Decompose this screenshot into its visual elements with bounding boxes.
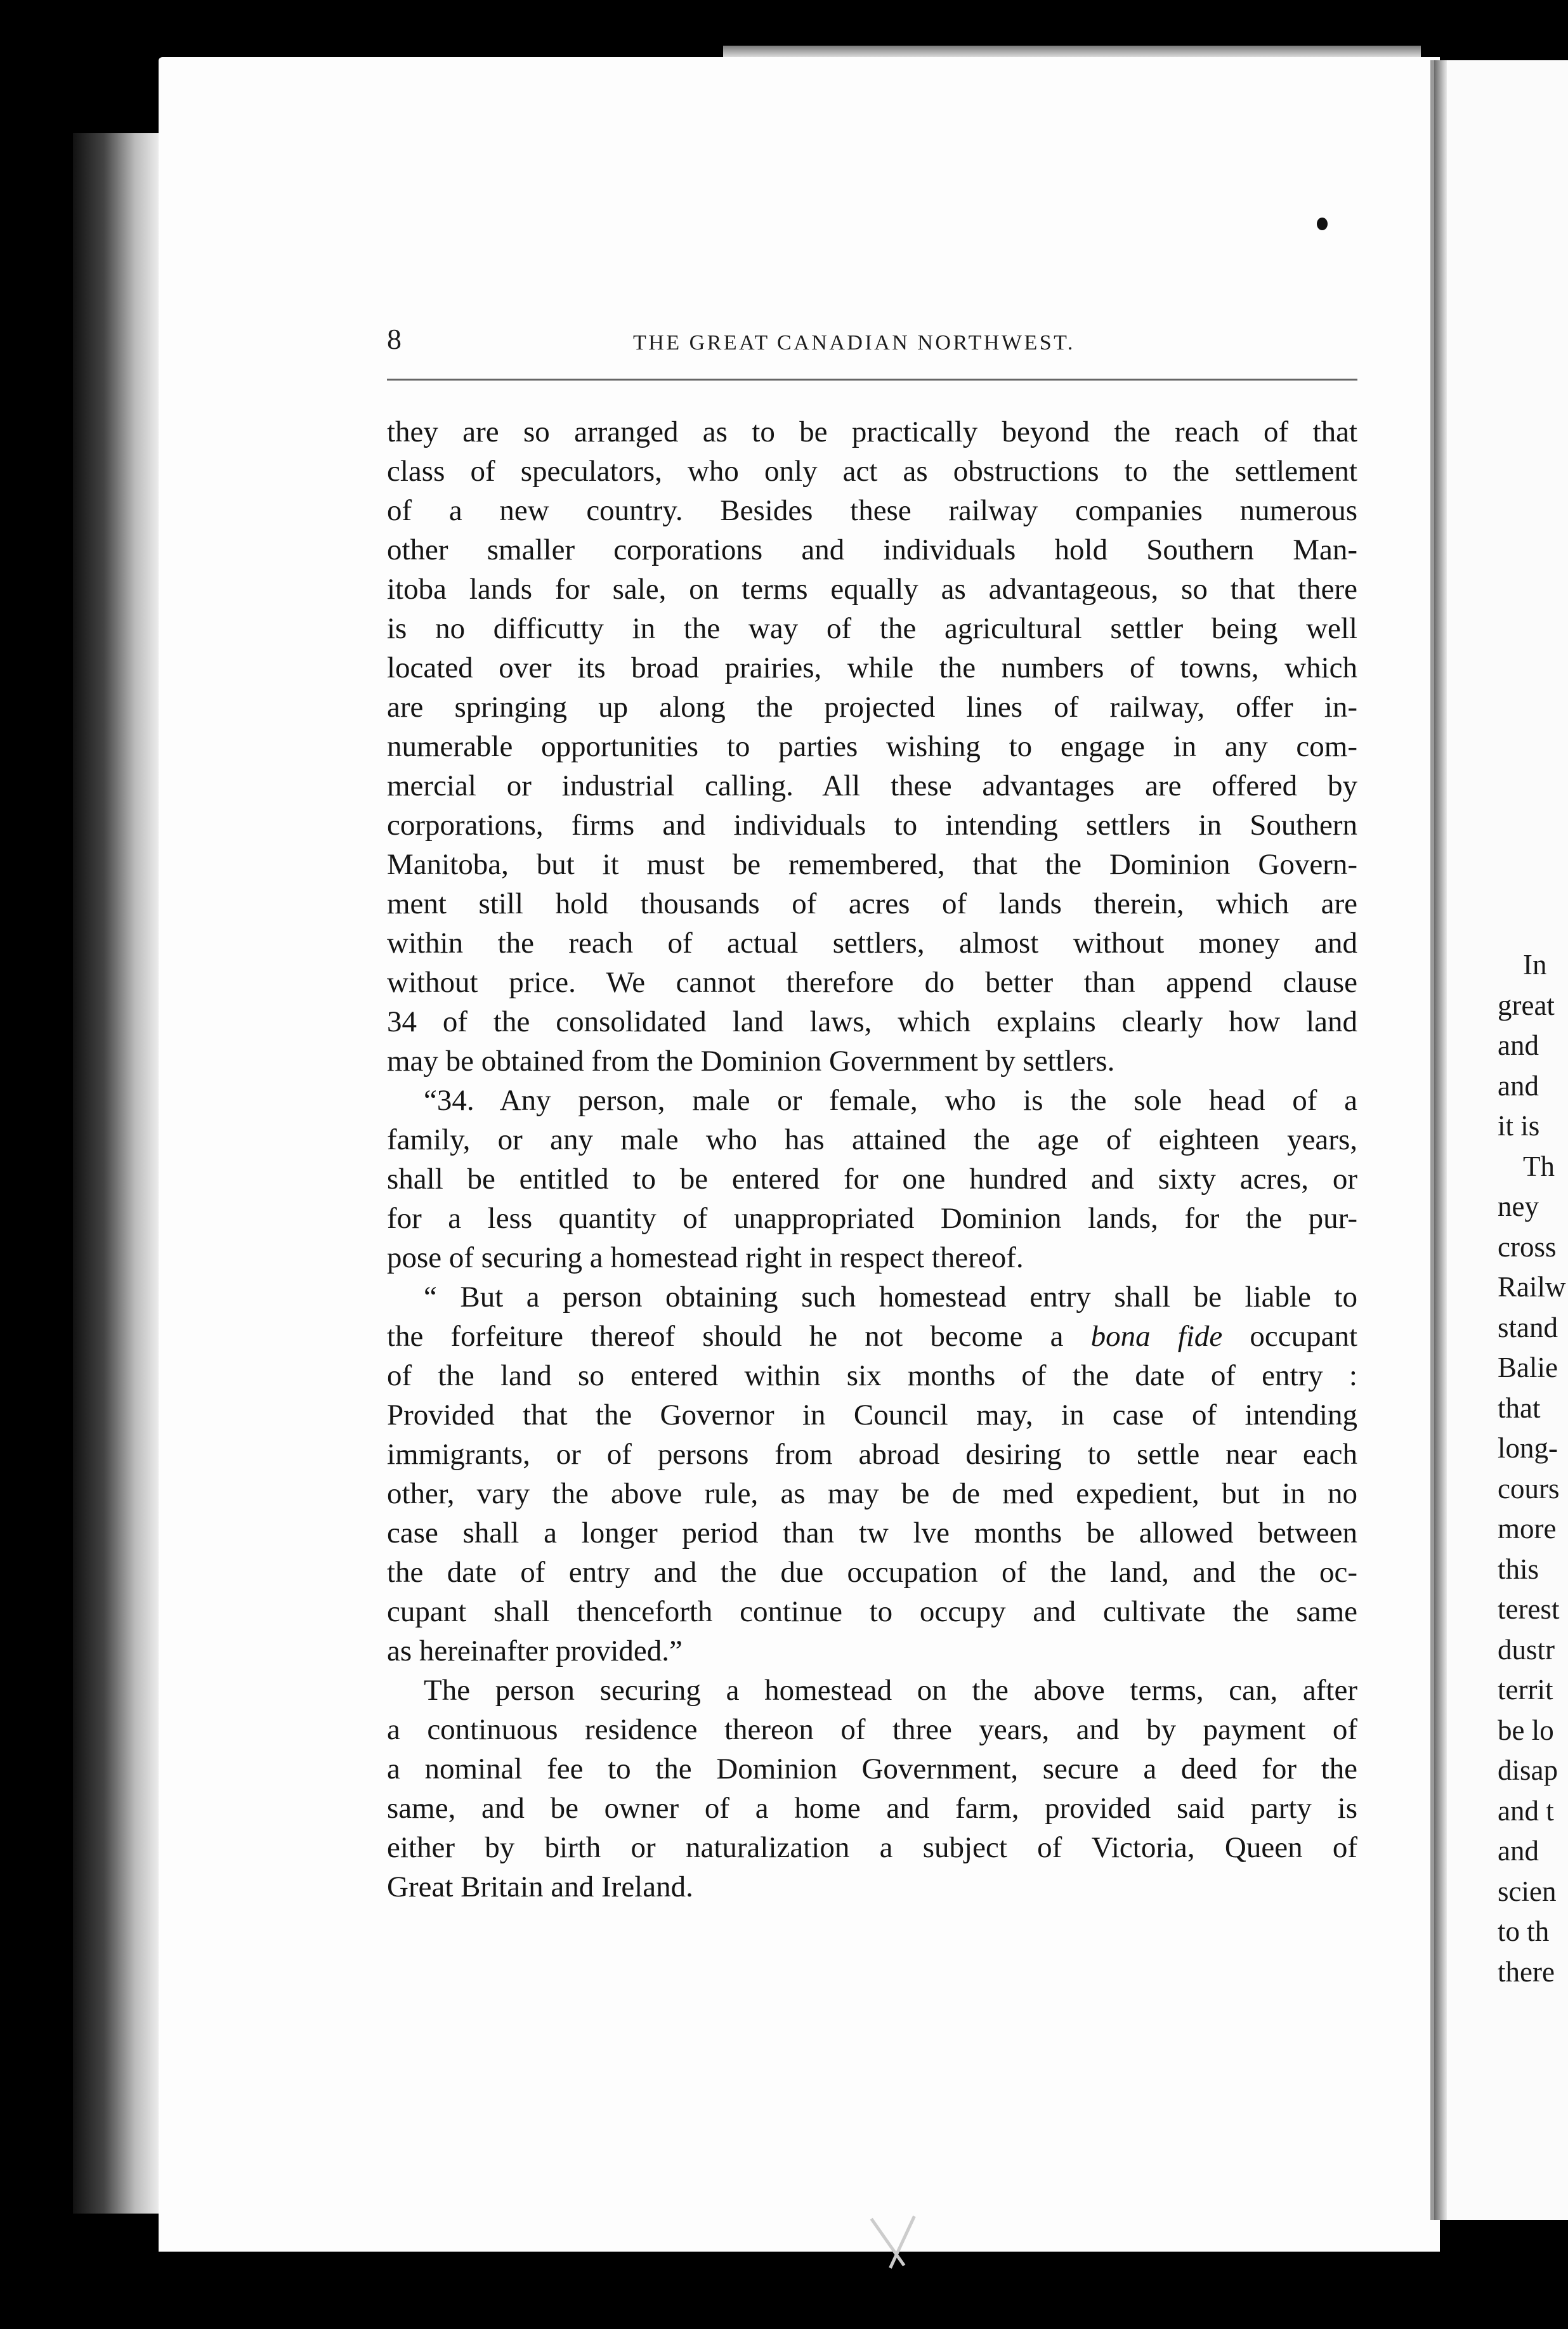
facing-page-line: and t [1498,1794,1554,1827]
facing-page-line: Balie [1498,1352,1558,1383]
facing-page-line: stand [1498,1311,1558,1343]
text-line: family, or any male who has attained the age of eighteen years, [387,1123,1357,1156]
header-rule [387,379,1357,381]
text-line: shall be entitled to be entered for one hundred and sixty acres, or [387,1163,1357,1196]
page-number: 8 [387,323,402,355]
text-line: 34 of the consolidated land laws, which explains clearly how land [387,1005,1357,1038]
facing-page-line: long- [1498,1432,1558,1464]
text-line: located over its broad prairies, while the numbers of towns, which [387,651,1357,684]
facing-page-line: there [1498,1955,1555,1988]
body-text [387,412,1357,1907]
text-line: itoba lands for sale, on terms equally as advantageous, so that there [387,573,1357,606]
facing-page-line: terest [1498,1593,1560,1625]
text-line: of the land so entered within six months of the date of entry : [387,1359,1357,1392]
text-line [387,1317,1357,1356]
text-line: cupant shall thenceforth continue to occupy and cultivate the same [387,1595,1357,1628]
facing-page-line: be lo [1498,1714,1554,1746]
page-header [379,322,1356,360]
facing-page [1430,60,1568,2220]
running-title: THE GREAT CANADIAN NORTHWEST. [633,331,1075,355]
facing-page-line: it is [1498,1110,1540,1142]
text-line: corporations, firms and individuals to intending settlers in Southern [387,809,1357,842]
text-line: numerable opportunities to parties wishing to engage in any com- [387,730,1357,763]
text-line: within the reach of actual settlers, almost without money and [387,927,1357,960]
facing-page-line: more [1498,1513,1557,1544]
text-line: other smaller corporations and individuals hold Southern Man- [387,533,1357,566]
facing-page-line: that [1498,1392,1541,1424]
text-line: either by birth or naturalization a subject of Victoria, Queen of [387,1831,1357,1864]
text-line: Great Britain and Ireland. [387,1870,693,1903]
facing-page-line: and [1498,1835,1539,1867]
text-line: of a new country. Besides these railway companies numerous [387,494,1357,527]
facing-page-line: territ [1498,1674,1553,1706]
text-fragment: the forfeiture thereof should he not become a [387,1320,1064,1353]
facing-page-line: scien [1498,1875,1557,1907]
text-line: is no difficutty in the way of the agricultural settler being well [387,612,1357,645]
italic-phrase: bona fide [1090,1320,1223,1353]
text-line: mercial or industrial calling. All these advantages are offered by [387,769,1357,802]
facing-page-line: Th [1523,1150,1555,1182]
text-line: a continuous residence thereon of three years, and by payment of [387,1713,1357,1746]
facing-page-line: to th [1498,1915,1550,1947]
text-line: Manitoba, but it must be remembered, that the Dominion Govern- [387,848,1357,881]
facing-page-line: ney [1498,1191,1539,1222]
text-line: immigrants, or of persons from abroad desiring to settle near each [387,1438,1357,1471]
facing-page-line: disap [1498,1754,1558,1786]
text-line: case shall a longer period than tw lve months be allowed between [387,1517,1357,1549]
text-fragment: occupant [1250,1320,1358,1353]
facing-page-line: In [1523,949,1547,981]
facing-page-line: and [1498,1029,1539,1061]
text-line: are springing up along the projected lines of railway, offer in- [387,691,1357,724]
ink-spot [1317,218,1328,230]
text-line: for a less quantity of unappropriated Dominion lands, for the pur- [387,1202,1357,1235]
facing-page-text [1498,945,1566,1992]
text-line: same, and be owner of a home and farm, provided said party is [387,1792,1357,1825]
facing-page-line: dustr [1498,1633,1555,1666]
facing-page-line: and [1498,1069,1539,1102]
facing-page-line: cross [1498,1230,1557,1263]
facing-page-line: great [1498,989,1555,1021]
text-line: without price. We cannot therefore do better than append clause [387,966,1357,999]
text-line: as hereinafter provided.” [387,1634,683,1667]
facing-page-line: this [1498,1553,1539,1585]
text-line: “34. Any person, male or female, who is the sole head of a [424,1084,1357,1117]
text-line: other, vary the above rule, as may be de med expedient, but in no [387,1477,1357,1510]
facing-page-gutter [1434,60,1447,2220]
text-line: ment still hold thousands of acres of lands therein, which are [387,887,1357,920]
text-line: Provided that the Governor in Council may, in case of intending [387,1399,1357,1432]
text-line: class of speculators, who only act as obstructions to the settlement [387,455,1357,488]
text-line: pose of securing a homestead right in respect thereof. [387,1241,1024,1274]
text-line: a nominal fee to the Dominion Government, secure a deed for the [387,1752,1357,1785]
facing-page-line: Railw [1498,1271,1566,1303]
text-line: “ But a person obtaining such homestead entry shall be liable to [424,1281,1357,1314]
text-line: may be obtained from the Dominion Government by settlers. [387,1045,1115,1078]
text-line: The person securing a homestead on the above terms, can, after [424,1674,1357,1707]
text-line: they are so arranged as to be practically beyond the reach of that [387,415,1357,448]
facing-page-line: cours [1498,1472,1560,1504]
page-edge-shadow [73,133,162,2214]
text-line: the date of entry and the due occupation of the land, and the oc- [387,1556,1357,1589]
